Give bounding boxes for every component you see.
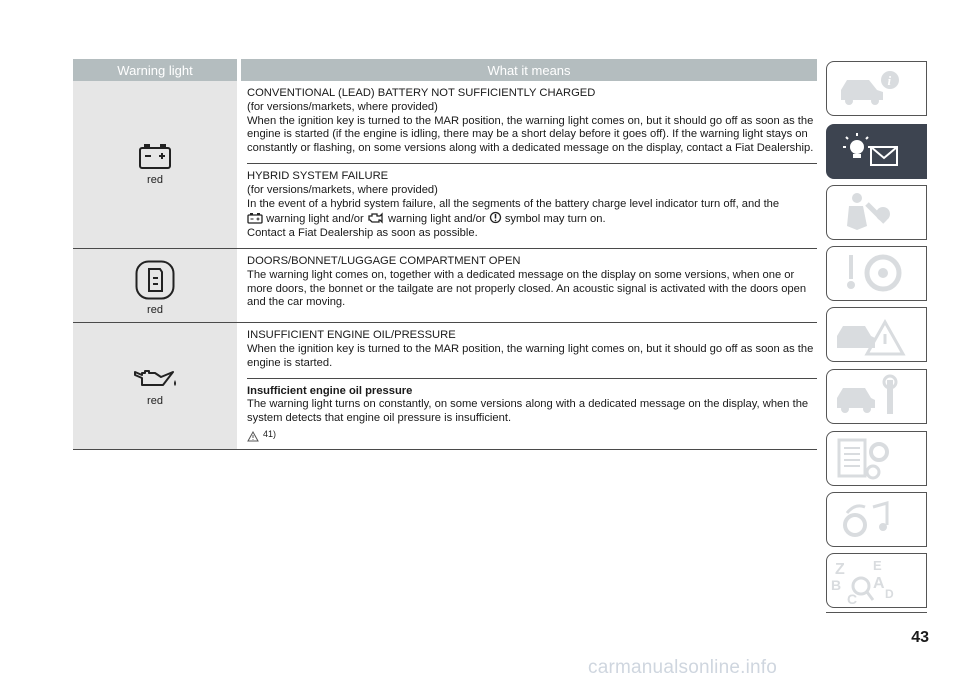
- svg-text:i: i: [887, 73, 892, 88]
- car-info-icon: [827, 62, 928, 117]
- inline-text: warning light and/or: [387, 213, 486, 226]
- chapter-tab-safety[interactable]: [826, 185, 927, 240]
- table-row: [73, 81, 817, 249]
- svg-text:A: A: [873, 575, 885, 592]
- entry-body: The warning light turns on constantly, on some versions along with a dedicated message on the display, when the system detects that engine oil pressure is insufficient.: [247, 398, 809, 425]
- warning-light-message-icon: [827, 125, 928, 180]
- entry-title: DOORS/BONNET/LUGGAGE COMPARTMENT OPEN: [247, 254, 521, 267]
- warning-light-cell: [73, 323, 237, 449]
- entry-body: In the event of a hybrid system failure, all the segments of the battery charge level indicator turn off, and the: [247, 197, 780, 210]
- description-entry: [247, 163, 817, 248]
- svg-text:E: E: [873, 558, 882, 573]
- entry-body-inline: [247, 211, 817, 227]
- header-warning-light: Warning light: [73, 59, 237, 81]
- table-row: [73, 323, 817, 450]
- entry-title: INSUFFICIENT ENGINE OIL/PRESSURE: [247, 329, 456, 342]
- warning-note: [247, 428, 817, 442]
- description-entry: [247, 323, 817, 377]
- svg-text:C: C: [847, 591, 858, 607]
- light-color-label: red: [147, 303, 163, 316]
- svg-text:D: D: [885, 587, 894, 601]
- note-reference: 41): [263, 428, 277, 439]
- alphabetical-index-icon: [827, 554, 928, 609]
- header-what-it-means: What it means: [241, 59, 817, 81]
- chapter-tab-index[interactable]: [826, 553, 927, 608]
- entry-title: HYBRID SYSTEM FAILURE: [247, 169, 389, 182]
- entry-body: The warning light comes on, together with a dedicated message on the display on some versions, when one or more doors, the bonnet or the tailgate are not properly closed. An acoustic signal is activated with the doors open and the car moving.: [247, 268, 807, 309]
- chapter-tab-warning-lights[interactable]: [826, 124, 927, 179]
- warning-triangle-icon: [247, 431, 259, 442]
- page-number: 43: [911, 629, 929, 646]
- svg-text:B: B: [831, 577, 842, 593]
- warning-light-cell: [73, 249, 237, 322]
- entry-title: CONVENTIONAL (LEAD) BATTERY NOT SUFFICIENTLY CHARGED: [247, 87, 596, 99]
- engine-icon: [367, 212, 385, 224]
- description-entry: [247, 249, 817, 322]
- table-row: [73, 249, 817, 323]
- chapter-tab-technical-data[interactable]: [826, 431, 927, 486]
- seat-airbag-icon: [827, 186, 928, 241]
- chapter-tab-emergency[interactable]: [826, 307, 927, 362]
- entry-body: When the ignition key is turned to the MAR position, the warning light comes on, but it should go off as soon as the engine is started.: [247, 342, 814, 369]
- chapter-tab-starting-driving[interactable]: [826, 246, 927, 301]
- inline-text: symbol may turn on.: [504, 213, 606, 226]
- entry-body: Contact a Fiat Dealership as soon as possible.: [247, 227, 478, 240]
- inline-text: warning light and/or: [266, 213, 364, 226]
- watermark: carmanualsonline.info: [588, 657, 778, 678]
- warning-lights-table: [73, 59, 817, 450]
- chapter-tab-multimedia[interactable]: [826, 492, 927, 547]
- description-entry: [247, 81, 817, 163]
- entry-subtitle: (for versions/markets, where provided): [247, 100, 438, 113]
- electrical-failure-icon: [489, 211, 502, 224]
- chapter-tab-knowing-car[interactable]: [826, 61, 927, 116]
- table-header: [73, 59, 817, 81]
- light-color-label: red: [147, 174, 163, 187]
- description-entry: [247, 378, 817, 449]
- entry-body: When the ignition key is turned to the MAR position, the warning light comes on, but it should go off as soon as the engine is started (if the engine is idling, there may be a short delay before it goes off). If the warning light stays on constantly or flashing, on some versions along with a dedicated message on the display, contact a Fiat Dealership.: [247, 114, 814, 155]
- multimedia-icon: [827, 493, 928, 548]
- chapter-tab-maintenance[interactable]: [826, 369, 927, 424]
- battery-small-icon: [247, 212, 263, 224]
- warning-light-cell: [73, 81, 237, 248]
- light-color-label: red: [147, 394, 163, 407]
- oil-can-icon: [131, 365, 179, 391]
- entry-subtitle: (for versions/markets, where provided): [247, 183, 438, 196]
- specs-gear-icon: [827, 432, 928, 487]
- entry-title: Insufficient engine oil pressure: [247, 384, 413, 397]
- key-steering-wheel-icon: [827, 247, 928, 302]
- open-door-icon: [135, 260, 175, 300]
- car-breakdown-warning-icon: [827, 308, 928, 363]
- svg-text:Z: Z: [835, 561, 845, 578]
- car-maintenance-icon: [827, 370, 928, 425]
- battery-icon: [137, 142, 173, 170]
